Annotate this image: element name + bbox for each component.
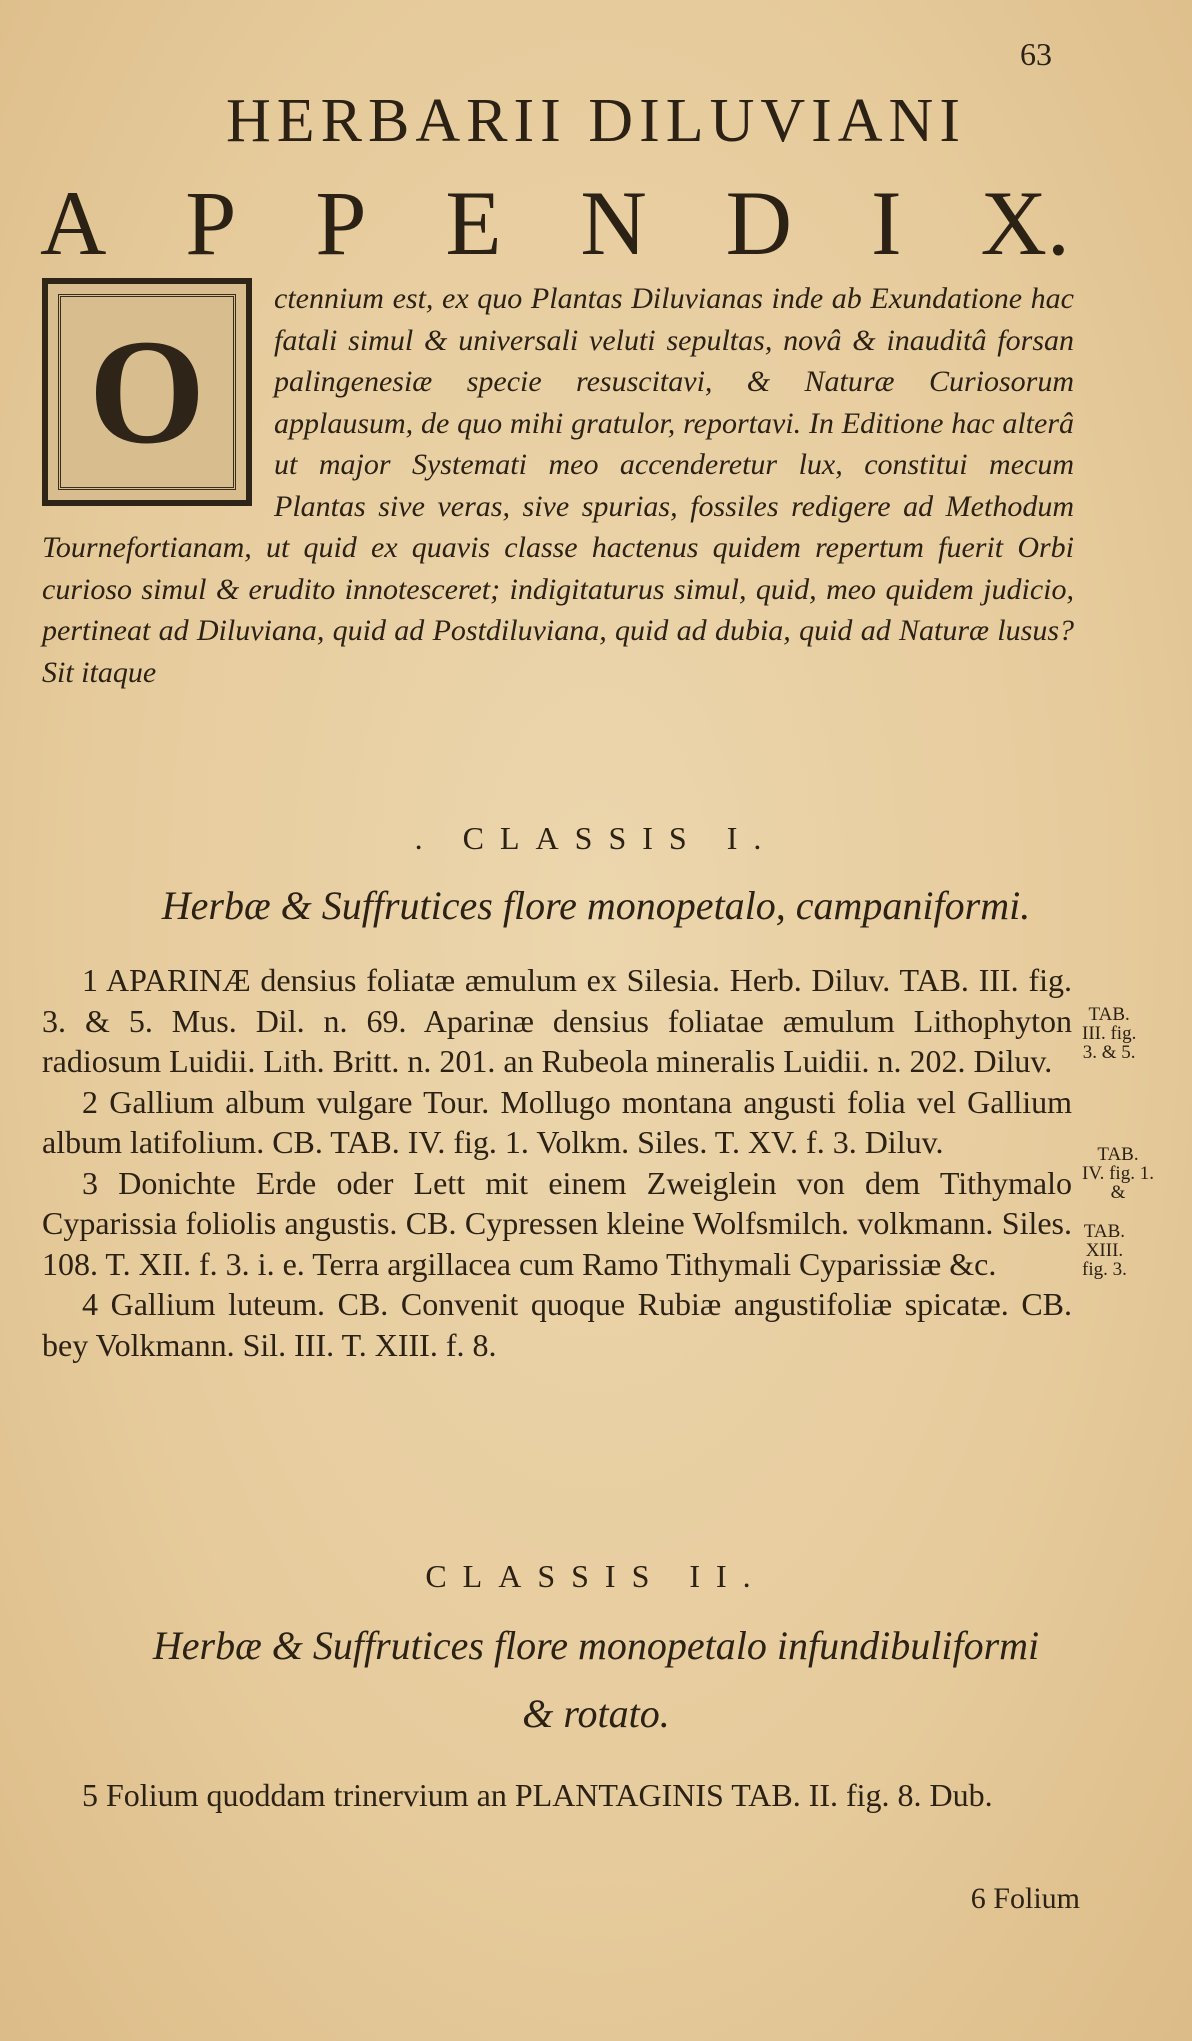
margin-note-line: 3. & 5. (1082, 1042, 1136, 1063)
title-letter: N (580, 172, 647, 274)
title-letter: E (445, 172, 502, 274)
title-letter: A (40, 172, 107, 274)
classis-2-subheading-1: Herbæ & Suffrutices flore monopetalo infundibuliformi (152, 1623, 1040, 1668)
classis-2-heading: CLASSIS II. (425, 1558, 767, 1594)
title-letter: X. (980, 172, 1070, 274)
entry: 3 Donichte Erde oder Lett mit einem Zweiglein von dem Tithymalo Cyparissia foliolis angustis. CB. Cypressen kleine Wolfsmilch. volkmann. Siles. 108. T. XII. f. 3. i. e. Terra argillacea cum Ramo Tithymali Cyparissiæ &c. (42, 1164, 1072, 1282)
margin-note (1082, 1145, 1154, 1202)
classis-2-entries (42, 1775, 1074, 1816)
catchword: 6 Folium (970, 1882, 1080, 1915)
title-line-1: HERBARII DILUVIANI (226, 87, 966, 155)
margin-note (1082, 1222, 1127, 1279)
margin-note-line: III. fig. (1082, 1023, 1137, 1044)
classis-1-entries (42, 960, 1072, 1365)
margin-note-line: IV. fig. 1. (1082, 1163, 1154, 1184)
margin-note-line: TAB. (1088, 1004, 1130, 1025)
intro-text: ctennium est, ex quo Plantas Diluvianas inde ab Exundatione hac fatali simul & universali veluti sepultas, novâ & inauditâ forsan palingenesiæ specie resuscitavi, & Naturæ Curiosorum applausum, de quo mihi gratulor, reportavi. In Editione hac alterâ ut major Systemati meo accenderetur lux, constitui mecum Plantas sive veras, sive spurias, fossiles redigere ad Methodum Tournefortianam, ut quid ex quavis classe hactenus quidem repertum fuerit Orbi curioso simul & erudito innotesceret; indigitaturus simul, quid, meo quidem judicio, pertineat ad Diluviana, quid ad Postdiluviana, quid ad dubia, quid ad Naturæ lusus? Sit itaque (42, 282, 1074, 689)
entry: 4 Gallium luteum. CB. Convenit quoque Rubiæ angustifoliæ spicatæ. CB. bey Volkmann. Sil. III. T. XIII. f. 8. (42, 1286, 1072, 1363)
classis-2-subheading-2: & rotato. (522, 1691, 670, 1736)
classis-1-subheading: Herbæ & Suffrutices flore monopetalo, campaniformi. (161, 883, 1031, 928)
title-letter: P (185, 172, 237, 274)
margin-note-line: TAB. (1083, 1221, 1126, 1242)
entry: 2 Gallium album vulgare Tour. Mollugo montana angusti folia vel Gallium album latifolium. CB. TAB. IV. fig. 1. Volkm. Siles. T. XV. f. 3. Diluv. (42, 1083, 1072, 1160)
classis-1-heading: . CLASSIS I. (414, 820, 778, 856)
margin-note-line: & (1110, 1182, 1126, 1203)
margin-note (1082, 1005, 1136, 1062)
margin-note-line: XIII. (1085, 1240, 1124, 1261)
title-letter: P (315, 172, 367, 274)
margin-note-line: fig. 3. (1082, 1259, 1127, 1280)
dropcap-letter: O (88, 309, 206, 475)
title-line-2 (40, 170, 1070, 276)
margin-note-line: TAB. (1097, 1144, 1139, 1165)
page-number: 63 (1020, 36, 1052, 72)
decorative-initial (42, 278, 252, 506)
title-letter: D (725, 172, 793, 274)
title-letter: I (870, 172, 902, 274)
entry: 5 Folium quoddam trinervium an PLANTAGINIS TAB. II. fig. 8. Dub. (82, 1777, 993, 1813)
entry: 1 APARINÆ densius foliatæ æmulum ex Silesia. Herb. Diluv. TAB. III. fig. 3. & 5. Mus. Dil. n. 69. Aparinæ densius foliatae æmulum Lithophyton radiosum Luidii. Lith. Britt. n. 201. an Rubeola mineralis Luidii. n. 202. Diluv. (42, 962, 1072, 1079)
